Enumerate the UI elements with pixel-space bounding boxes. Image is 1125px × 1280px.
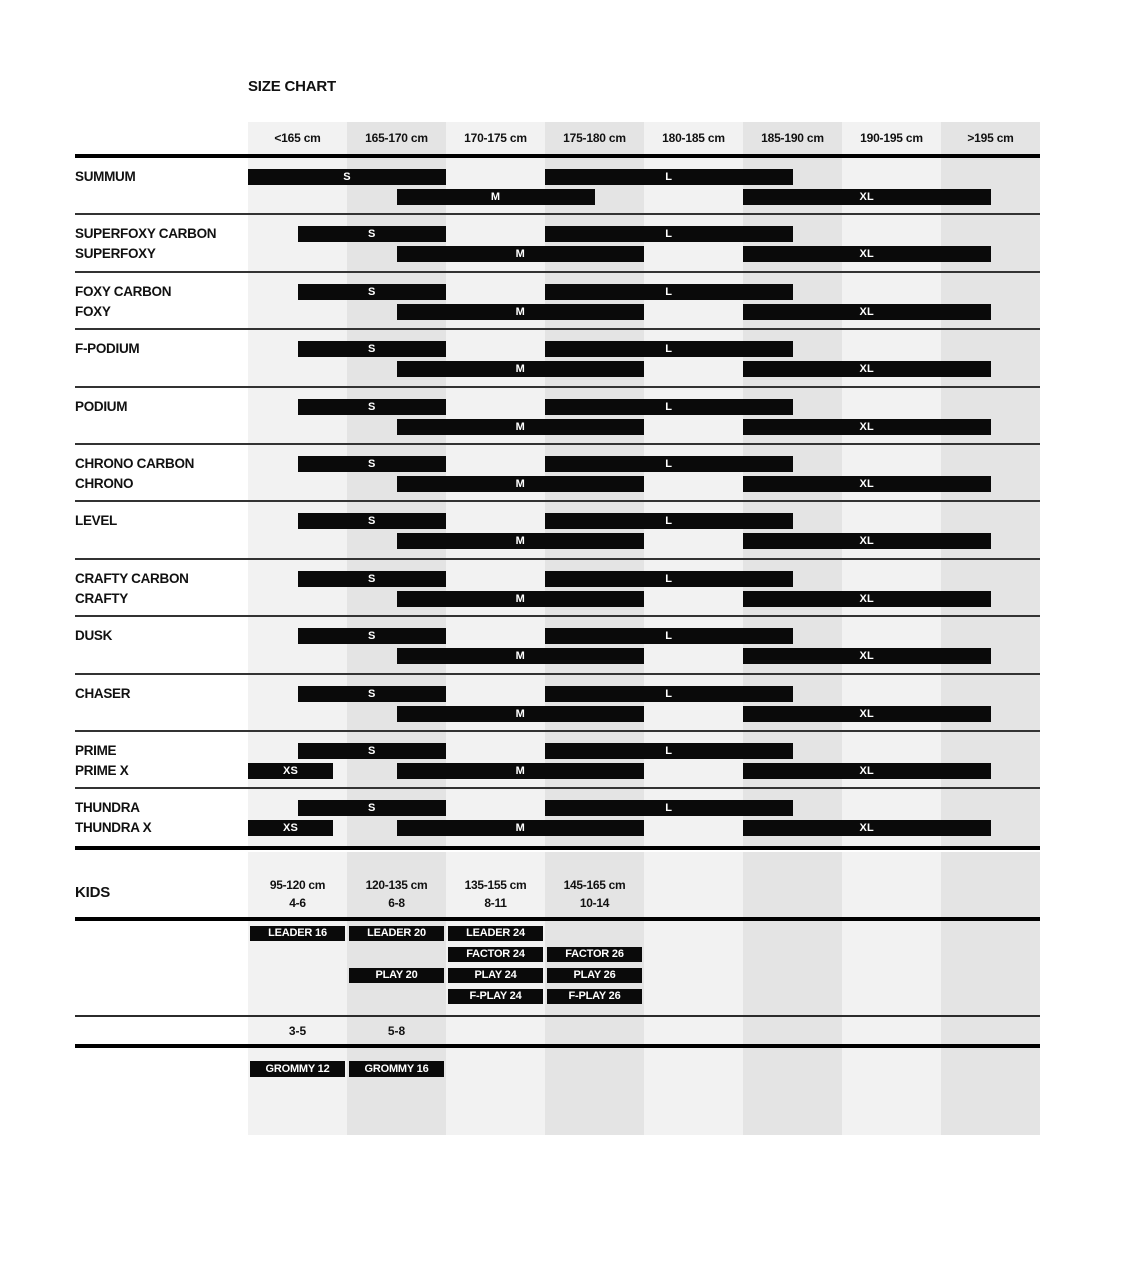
size-bar-s — [298, 571, 447, 587]
kids-age-range: 4-6 — [289, 896, 306, 910]
model-name: PRIME — [75, 742, 117, 758]
size-bar-label: L — [665, 802, 673, 815]
size-bar-xl — [743, 763, 991, 779]
model-name: CHASER — [75, 685, 131, 701]
kids-bike-bar-label: LEADER 24 — [466, 927, 525, 939]
kids-bike-bar-label: F-PLAY 26 — [568, 990, 621, 1002]
kids-bike-bar — [547, 989, 642, 1004]
kids-bike-bar-label: GROMMY 12 — [265, 1063, 330, 1075]
size-bar-s — [298, 226, 447, 242]
size-bar-m — [397, 591, 645, 607]
kids-age-range: 8-11 — [484, 896, 507, 910]
size-bar-s — [298, 743, 447, 759]
model-row — [75, 445, 1040, 502]
size-bar-l — [545, 341, 793, 357]
size-bar-label: M — [515, 477, 525, 490]
size-bar-label: XL — [859, 707, 874, 720]
size-bar-label: L — [665, 744, 673, 757]
size-bar-label: L — [665, 171, 673, 183]
model-name: SUMMUM — [75, 169, 136, 184]
model-row — [75, 502, 1040, 559]
kids-bike-bar — [448, 989, 543, 1004]
model-row — [75, 388, 1040, 445]
size-bar-label: M — [515, 822, 525, 835]
kids-height-range: 95-120 cm — [269, 878, 326, 892]
size-bar-xl — [743, 706, 991, 722]
size-bar-label: L — [665, 630, 673, 643]
kids-height-range: 145-165 cm — [563, 878, 626, 892]
height-column-header: 180-185 cm — [662, 131, 725, 145]
adults-table-bottom-line — [75, 846, 1040, 850]
size-bar-s — [298, 800, 447, 816]
height-column-header: <165 cm — [274, 131, 321, 145]
model-name: CHRONO CARBON — [75, 455, 195, 471]
model-name: DUSK — [75, 628, 113, 644]
model-row — [75, 560, 1040, 617]
size-bar-s — [298, 399, 447, 415]
size-bar-label: S — [367, 515, 376, 528]
size-bar-label: S — [367, 630, 376, 643]
size-bar-l — [545, 226, 793, 242]
kids-age-bottom-divider — [75, 1044, 1040, 1048]
size-bar-l — [545, 513, 793, 529]
size-bar-label: XL — [859, 535, 874, 548]
size-bar-m — [397, 706, 645, 722]
kids-age-label: 5-8 — [387, 1024, 406, 1038]
size-bar-xl — [743, 361, 991, 377]
model-row — [75, 617, 1040, 674]
kids-column-header — [446, 876, 545, 912]
size-bar-label: L — [665, 572, 673, 585]
model-row — [75, 675, 1040, 732]
size-bar-label: XL — [859, 305, 874, 318]
model-name: CRAFTY CARBON — [75, 570, 189, 586]
size-bar-xl — [743, 820, 991, 836]
model-name: F-PODIUM — [75, 341, 140, 357]
size-bar-label: M — [515, 420, 525, 433]
size-bar-m — [397, 763, 645, 779]
kids-bike-bar — [448, 947, 543, 962]
size-bar-label: M — [490, 191, 501, 203]
kids-section-label: KIDS — [75, 884, 111, 901]
kids-bike-bar-label: F-PLAY 24 — [469, 990, 522, 1002]
size-bar-s — [298, 513, 447, 529]
kids-bike-bar-label: FACTOR 24 — [466, 948, 525, 960]
size-bar-l — [545, 284, 793, 300]
size-bar-xl — [743, 648, 991, 664]
size-bar-m — [397, 476, 645, 492]
size-bar-label: S — [343, 171, 351, 183]
kids-height-header-row — [248, 876, 1040, 916]
size-bar-xs — [248, 820, 333, 836]
size-bar-l — [545, 686, 793, 702]
size-bar-label: XL — [859, 420, 874, 433]
model-name: FOXY — [75, 303, 111, 319]
size-bar-label: XL — [859, 477, 874, 490]
adults-model-rows — [75, 158, 1040, 847]
size-bar-m — [397, 820, 645, 836]
size-bar-label: S — [367, 285, 376, 298]
size-bar-m — [397, 189, 595, 205]
size-bar-label: XS — [283, 764, 299, 777]
size-bar-xs — [248, 763, 333, 779]
size-bar-label: XL — [859, 191, 874, 203]
height-column-header: 165-170 cm — [365, 131, 428, 145]
kids-bike-bar — [448, 968, 543, 983]
kids-age-range: 10-14 — [579, 896, 610, 910]
model-name: FOXY CARBON — [75, 283, 172, 299]
size-bar-l — [545, 800, 793, 816]
model-row — [75, 273, 1040, 330]
size-bar-label: M — [515, 305, 525, 318]
size-bar-l — [545, 399, 793, 415]
size-bar-label: L — [665, 515, 673, 528]
size-bar-label: L — [665, 343, 673, 356]
kids-header-divider — [75, 917, 1040, 921]
kids-column-header — [545, 876, 644, 912]
size-bar-s — [298, 628, 447, 644]
adults-height-header-row — [248, 122, 1040, 154]
kids-column-header — [248, 876, 347, 912]
kids-bike-bar-label: PLAY 24 — [474, 969, 517, 981]
kids-bike-bar — [349, 968, 444, 983]
size-bar-label: XL — [859, 592, 874, 605]
size-bar-label: XL — [859, 822, 874, 835]
size-bar-l — [545, 571, 793, 587]
model-name: CHRONO — [75, 475, 134, 491]
size-bar-label: M — [515, 535, 525, 548]
kids-bike-bar — [250, 926, 345, 941]
size-bar-m — [397, 304, 645, 320]
height-column-header: 175-180 cm — [563, 131, 626, 145]
model-name: THUNDRA X — [75, 820, 152, 836]
model-row — [75, 158, 1040, 215]
kids-age-range: 6-8 — [388, 896, 405, 910]
kids-bike-bar — [547, 968, 642, 983]
size-bar-label: S — [367, 572, 376, 585]
model-row — [75, 789, 1040, 846]
model-name: SUPERFOXY — [75, 246, 156, 262]
kids-column-header — [347, 876, 446, 912]
size-bar-label: M — [515, 707, 525, 720]
size-bar-label: M — [515, 650, 525, 663]
model-name: CRAFTY — [75, 590, 128, 606]
kids-bike-bar — [250, 1061, 345, 1077]
size-bar-s — [248, 169, 446, 185]
size-bar-label: L — [665, 400, 673, 413]
size-bar-xl — [743, 533, 991, 549]
size-bar-l — [545, 456, 793, 472]
size-bar-label: L — [665, 687, 673, 700]
height-column-header: 170-175 cm — [464, 131, 527, 145]
size-bar-l — [545, 628, 793, 644]
kids-height-range: 120-135 cm — [365, 878, 428, 892]
size-bar-xl — [743, 419, 991, 435]
size-bar-label: L — [665, 457, 673, 470]
model-row — [75, 215, 1040, 272]
size-bar-label: XS — [283, 822, 299, 835]
size-bar-m — [397, 648, 645, 664]
height-column-header: 190-195 cm — [860, 131, 923, 145]
size-bar-label: S — [367, 228, 376, 241]
size-bar-label: S — [367, 457, 376, 470]
size-bar-l — [545, 743, 793, 759]
size-bar-s — [298, 686, 447, 702]
size-bar-label: M — [515, 764, 525, 777]
size-bar-xl — [743, 246, 991, 262]
size-bar-label: XL — [859, 650, 874, 663]
model-row — [75, 330, 1040, 387]
size-bar-s — [298, 284, 447, 300]
kids-bike-bar-label: FACTOR 26 — [565, 948, 624, 960]
size-bar-l — [545, 169, 793, 185]
kids-bike-bar-label: PLAY 26 — [573, 969, 616, 981]
kids-bike-bar — [547, 947, 642, 962]
model-row — [75, 732, 1040, 789]
size-bar-label: S — [367, 343, 376, 356]
size-bar-label: XL — [859, 248, 874, 261]
height-column-header: 185-190 cm — [761, 131, 824, 145]
size-bar-label: S — [367, 802, 376, 815]
size-bar-m — [397, 533, 645, 549]
size-bar-label: M — [515, 363, 525, 376]
size-bar-label: L — [665, 285, 673, 298]
kids-bike-bar-label: PLAY 20 — [375, 969, 418, 981]
model-name: PRIME X — [75, 762, 129, 778]
model-name: LEVEL — [75, 513, 118, 529]
size-bar-xl — [743, 476, 991, 492]
size-bar-label: S — [367, 400, 376, 413]
kids-bike-bar-label: GROMMY 16 — [364, 1063, 429, 1075]
size-bar-label: M — [515, 592, 525, 605]
size-bar-xl — [743, 304, 991, 320]
height-column-header: >195 cm — [967, 131, 1014, 145]
size-bar-s — [298, 341, 447, 357]
kids-bike-bar — [349, 1061, 444, 1077]
kids-age-top-divider — [75, 1015, 1040, 1017]
size-bar-xl — [743, 591, 991, 607]
kids-bike-bar-label: LEADER 16 — [268, 927, 327, 939]
size-bar-s — [298, 456, 447, 472]
size-bar-m — [397, 246, 645, 262]
size-bar-label: S — [367, 744, 376, 757]
size-bar-label: L — [665, 228, 673, 241]
size-bar-label: S — [367, 687, 376, 700]
kids-age-label: 3-5 — [288, 1024, 307, 1038]
kids-bike-bar — [448, 926, 543, 941]
size-bar-m — [397, 361, 645, 377]
size-bar-m — [397, 419, 645, 435]
size-bar-label: XL — [859, 764, 874, 777]
page-title: SIZE CHART — [248, 78, 337, 95]
size-bar-label: XL — [859, 363, 874, 376]
kids-bike-bar-label: LEADER 20 — [367, 927, 426, 939]
model-name: THUNDRA — [75, 800, 140, 816]
kids-bike-bar — [349, 926, 444, 941]
model-name: SUPERFOXY CARBON — [75, 226, 217, 242]
size-bar-xl — [743, 189, 991, 205]
size-bar-label: M — [515, 248, 525, 261]
model-name: PODIUM — [75, 398, 128, 414]
kids-height-range: 135-155 cm — [464, 878, 527, 892]
